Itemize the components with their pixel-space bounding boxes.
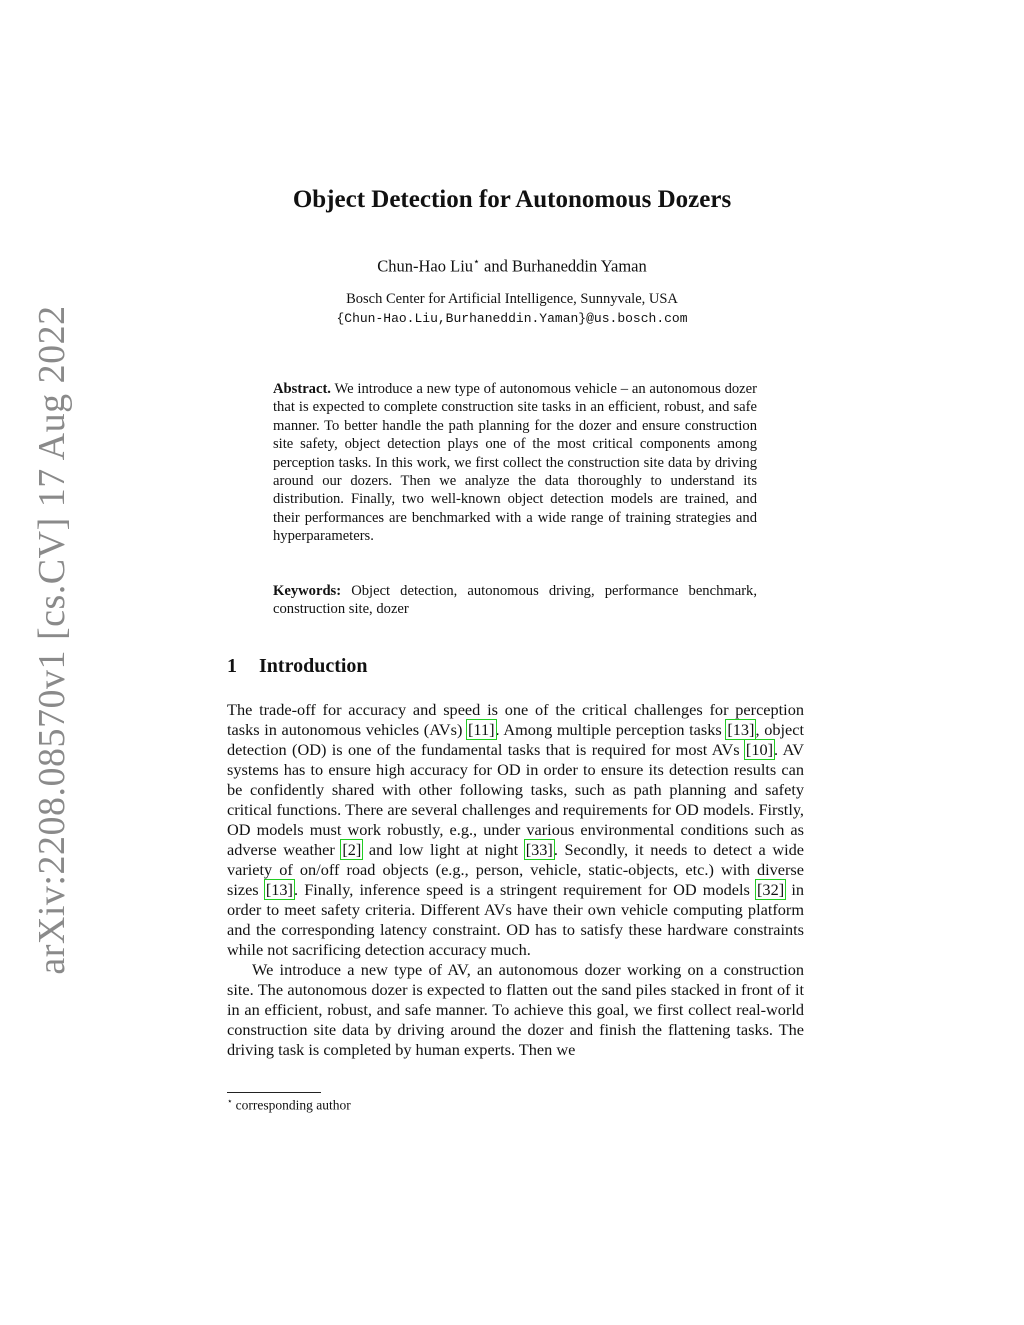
text-run: The trade-off for accuracy and speed is one of the critical challenges for perception tasks in autonomous vehicles (AVs) (227, 700, 804, 739)
text-run: in order to meet safety criteria. Different AVs have their own vehicle computing platform and the corresponding latency constraint. OD has to satisfy these hardware constraints while not sacrificing detection accuracy much. (227, 880, 804, 959)
section-heading (227, 655, 368, 678)
paragraph (227, 700, 804, 960)
keywords-label: Keywords: (273, 583, 342, 599)
citation-link[interactable]: [10] (745, 740, 774, 759)
citation-link[interactable]: [11] (468, 720, 495, 739)
footnote-mark: ⋆ (227, 1096, 233, 1106)
arxiv-stamp-text: arXiv:2208.08570v1 [cs.CV] 17 Aug 2022 (31, 305, 73, 975)
affiliation-block (0, 290, 1024, 328)
abstract-label: Abstract. (273, 381, 331, 397)
abstract-text: We introduce a new type of autonomous vehicle – an autonomous dozer that is expected to complete construction site tasks in an efficient, robust, and safe manner. To better handle the path planning for the dozer and ensure construction site safety, object detection plays one of the most critical components among perception tasks. In this work, we first collect the construction site data by driving around our dozers. Then we analyze the data thoroughly to understand its distribution. Finally, two well-known object detection models are trained, and their performances are benchmarked with a wide range of training strategies and hyperparameters. (273, 381, 757, 545)
author-conjunction: and (479, 256, 512, 276)
text-run: . Secondly, it needs to detect a wide variety of on/off road objects (e.g., person, vehicle, static-objects, etc.) with diverse sizes (227, 840, 804, 899)
author-name: Burhaneddin Yaman (512, 256, 647, 276)
text-run: . AV systems has to ensure high accuracy for OD in order to ensure its detection results can be confidently shared with other following tasks, such as path planning and safety critical functions. There are several challenges and requirements for OD models. Firstly, OD models must work robustly, e.g., under various environmental conditions such as adverse weather (227, 740, 804, 859)
author-name: Chun-Hao Liu (377, 256, 474, 276)
citation-link[interactable]: [2] (342, 840, 362, 859)
text-run: and low light at night (362, 840, 525, 859)
section-number: 1 (227, 655, 237, 677)
citation-link[interactable]: [13] (727, 720, 755, 739)
footnote-rule (227, 1092, 321, 1093)
citation-link[interactable]: [32] (757, 880, 785, 899)
citation-link[interactable]: [33] (525, 840, 553, 859)
abstract (273, 380, 757, 546)
text-run: . Among multiple perception tasks (495, 720, 727, 739)
text-run: . Finally, inference speed is a stringent requirement for OD models (293, 880, 757, 899)
section-title: Introduction (259, 655, 368, 677)
author-line (0, 255, 1024, 277)
footnote (227, 1096, 351, 1114)
text-run: , object detection (OD) is one of the fundamental tasks that is required for most AVs (227, 720, 804, 759)
paper-title: Object Detection for Autonomous Dozers (292, 186, 732, 213)
keywords-text: Object detection, autonomous driving, performance benchmark, construction site, dozer (273, 583, 758, 618)
citation-link[interactable]: [13] (265, 880, 293, 899)
keywords (273, 582, 757, 619)
body-text (227, 700, 804, 1060)
author-footnote-mark: ⋆ (473, 256, 480, 268)
institution: Bosch Center for Artificial Intelligence, Sunnyvale, USA (346, 291, 678, 307)
footnote-text: corresponding author (235, 1097, 351, 1113)
paragraph: We introduce a new type of AV, an autonomous dozer working on a construction site. The autonomous dozer is expected to flatten out the sand piles stacked in front of it in an efficient, robust, and safe manner. To achieve this goal, we first collect real-world construction site data by driving around the dozer and finish the flattening tasks. The driving task is completed by human experts. Then we (227, 960, 804, 1059)
author-email[interactable]: {Chun-Hao.Liu,Burhaneddin.Yaman}@us.bosch.com (336, 311, 688, 326)
